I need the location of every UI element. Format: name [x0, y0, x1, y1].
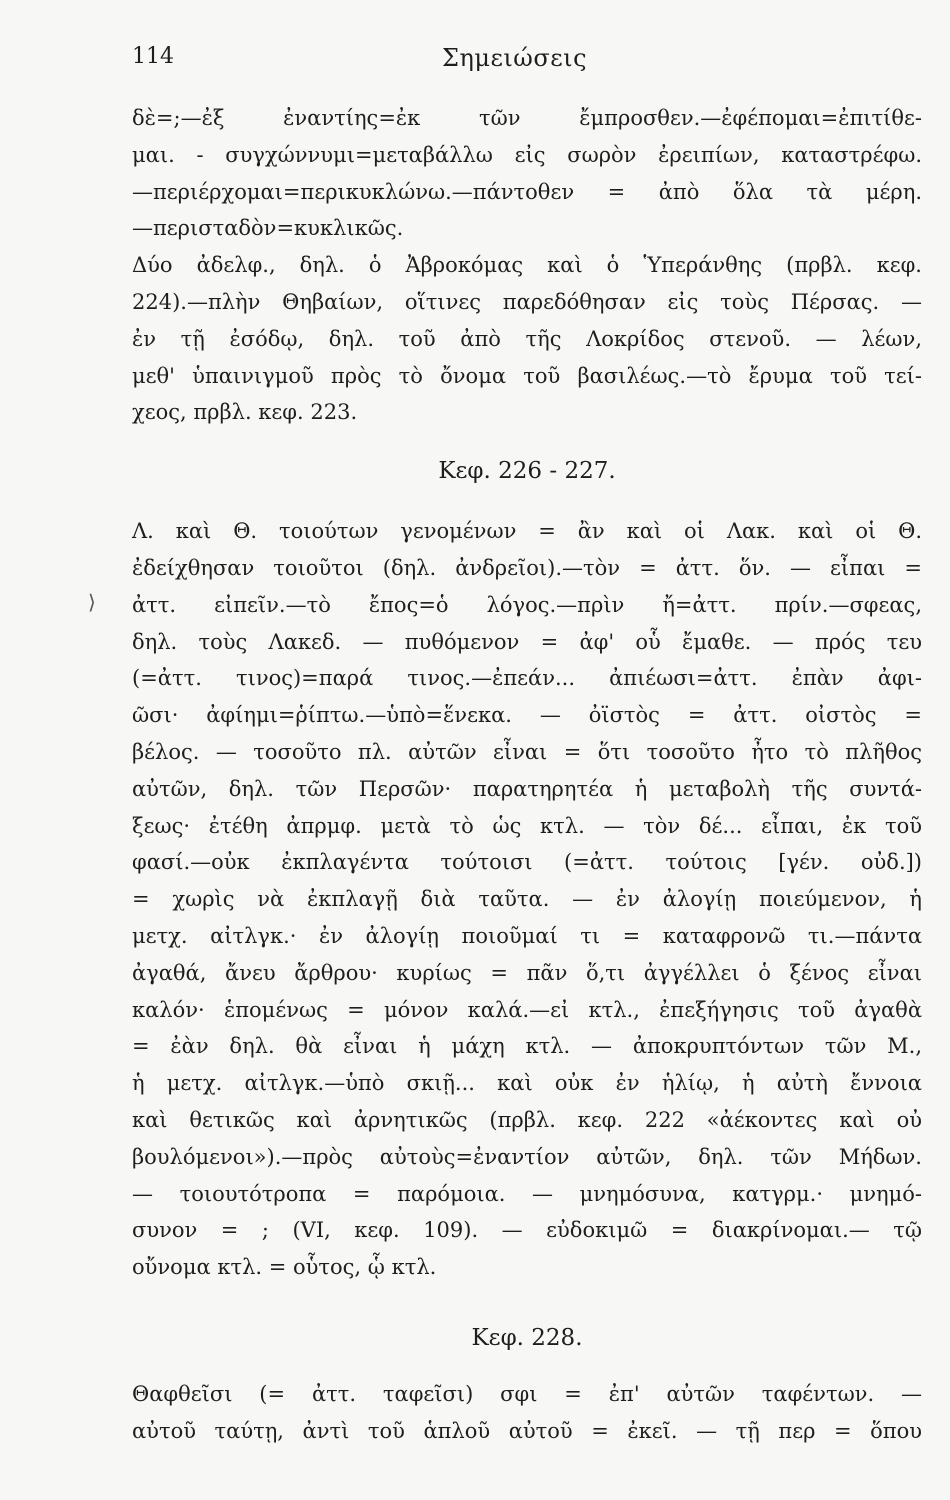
chapter-heading: Κεφ. 226 - 227.	[438, 458, 616, 485]
text-line: (=ἀττ. τινος)=παρά τινος.—ἐπεάν... ἀπιέωσι=ἀττ. ἐπὰν ἀφι-	[132, 666, 922, 691]
text-line: — τοιουτότροπα = παρόμοια. — μνημόσυνα, κατγρμ.· μνημό-	[132, 1181, 922, 1206]
page-number: 114	[132, 44, 174, 69]
running-head: Σημειώσεις	[442, 44, 588, 72]
text-line: ῶσι· ἀφίημι=ῥίπτω.—ὑπὸ=ἕνεκα. — ὀϊστὸς = ἀττ. οἰστὸς =	[132, 703, 922, 728]
text-line: δὲ=;—ἐξ ἐναντίης=ἐκ τῶν ἔμπροσθεν.—ἐφέπομαι=ἐπιτίθε-	[132, 106, 922, 130]
text-line: ἡ μετχ. αἰτλγκ.—ὑπὸ σκιῇ... καὶ οὐκ ἐν ἡλίῳ, ἡ αὐτὴ ἔννοια	[132, 1071, 922, 1096]
notes-block-1	[132, 100, 922, 431]
text-line: καὶ θετικῶς καὶ ἀρνητικῶς (πρβλ. κεφ. 222 «ἀέκοντες καὶ οὐ	[132, 1107, 922, 1132]
text-line: καλόν· ἑπομένως = μόνον καλά.—εἰ κτλ., ἐπεξήγησις τοῦ ἀγαθὰ	[132, 997, 922, 1022]
text-line: Δύο ἀδελφ., δηλ. ὁ Ἀβροκόμας καὶ ὁ Ὑπεράνθης (πρβλ. κεφ.	[132, 253, 922, 278]
text-line: ἐν τῇ ἐσόδῳ, δηλ. τοῦ ἀπὸ τῆς Λοκρίδος στενοῦ. — λέων,	[132, 326, 922, 351]
page-header	[132, 38, 922, 74]
text-line: —περισταδὸν=κυκλικῶς.	[132, 216, 404, 241]
text-line: —περιέρχομαι=περικυκλώνω.—πάντοθεν = ἀπὸ ὅλα τὰ μέρη.	[132, 179, 922, 204]
text-line: δηλ. τοὺς Λακεδ. — πυθόμενον = ἀφ' οὗ ἔμαθε. — πρός τευ	[132, 629, 922, 654]
text-line: Θαφθεῖσι (= ἀττ. ταφεῖσι) σφι = ἐπ' αὐτῶν ταφέντων. —	[132, 1381, 922, 1406]
text-line: μετχ. αἰτλγκ.· ἐν ἀλογίῃ ποιοῦμαί τι = καταφρονῶ τι.—πάντα	[132, 923, 922, 948]
text-line: φασί.—οὐκ ἐκπλαγέντα τούτοισι (=ἀττ. τούτοις [γέν. οὐδ.])	[132, 850, 922, 875]
margin-annotation-mark: ⟩	[88, 590, 96, 614]
text-line: ξεως· ἐτέθη ἀπρμφ. μετὰ τὸ ὡς κτλ. — τὸν δέ... εἶπαι, ἐκ τοῦ	[132, 813, 922, 838]
text-line: Λ. καὶ Θ. τοιούτων γενομένων = ἂν καὶ οἱ Λακ. καὶ οἱ Θ.	[132, 519, 922, 544]
text-line: ἀττ. εἰπεῖν.—τὸ ἔπος=ὁ λόγος.—πρὶν ἤ=ἀττ. πρίν.—σφεας,	[132, 592, 922, 617]
text-line: χεος, πρβλ. κεφ. 223.	[132, 400, 358, 425]
notes-block-2	[132, 513, 922, 1286]
text-line: οὔνομα κτλ. = οὗτος, ᾧ κτλ.	[132, 1255, 437, 1280]
text-line: αὐτῶν, δηλ. τῶν Περσῶν· παρατηρητέα ἡ μεταβολὴ τῆς συντά-	[132, 776, 922, 801]
text-line: συνον = ; (VI, κεφ. 109). — εὐδοκιμῶ = διακρίνομαι.— τῷ	[132, 1218, 922, 1243]
text-line: = ἐὰν δηλ. θὰ εἶναι ἡ μάχη κτλ. — ἀποκρυπτόντων τῶν Μ.,	[132, 1034, 922, 1059]
text-line: = χωρὶς νὰ ἐκπλαγῇ διὰ ταῦτα. — ἐν ἀλογίῃ ποιεύμενον, ἡ	[132, 887, 922, 912]
text-line: μεθ' ὑπαινιγμοῦ πρὸς τὸ ὄνομα τοῦ βασιλέως.—τὸ ἔρυμα τοῦ τεί-	[132, 363, 922, 388]
notes-block-3	[132, 1376, 922, 1450]
notes-body	[132, 100, 922, 1450]
text-line: βέλος. — τοσοῦτο πλ. αὐτῶν εἶναι = ὅτι τοσοῦτο ἦτο τὸ πλῆθος	[132, 739, 922, 764]
text-line: 224).—πλὴν Θηβαίων, οἵτινες παρεδόθησαν εἰς τοὺς Πέρσας. —	[132, 289, 922, 314]
chapter-heading: Κεφ. 228.	[471, 1324, 583, 1351]
text-line: μαι. - συγχώννυμι=μεταβάλλω εἰς σωρὸν ἐρειπίων, καταστρέφω.	[132, 142, 922, 167]
text-line: ἐδείχθησαν τοιοῦτοι (δηλ. ἀνδρεῖοι).—τὸν = ἀττ. ὅν. — εἶπαι =	[132, 555, 922, 580]
text-line: βουλόμενοι»).—πρὸς αὐτοὺς=ἐναντίον αὐτῶν, δηλ. τῶν Μήδων.	[132, 1144, 922, 1169]
text-line: ἀγαθά, ἄνευ ἄρθρου· κυρίως = πᾶν ὅ,τι ἀγγέλλει ὁ ξένος εἶναι	[132, 960, 922, 985]
text-line: αὐτοῦ ταύτῃ, ἀντὶ τοῦ ἁπλοῦ αὐτοῦ = ἐκεῖ. — τῇ περ = ὅπου	[132, 1418, 922, 1443]
